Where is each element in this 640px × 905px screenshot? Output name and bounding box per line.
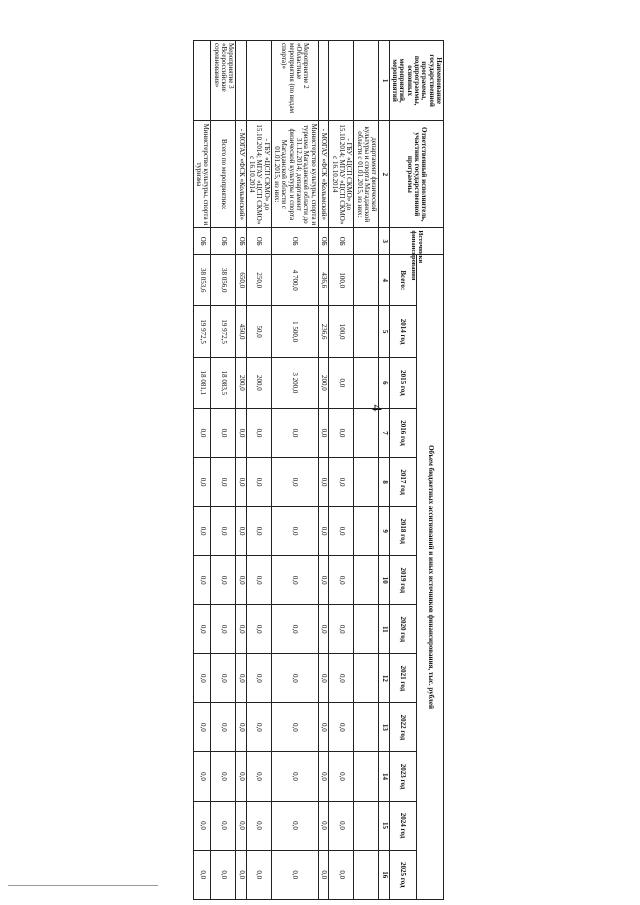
row-value-cell: 0,0 [236,654,246,703]
row-value-cell: 38 056,0 [211,255,236,306]
row-value-cell: 0,0 [246,605,271,654]
header-source: Источники финансирования [389,228,443,255]
row-value-cell: 0,0 [318,605,328,654]
header-year: 2020 год [389,605,416,654]
row-value-cell: 0,0 [329,409,354,458]
column-number-row [379,41,389,900]
row-value-cell: 19 972,5 [193,306,211,357]
column-number: 9 [379,507,389,556]
row-value-cell: 0,0 [211,850,236,899]
financing-table [193,40,444,900]
header-year: 2025 год [389,850,416,899]
row-value-cell: 0,0 [318,556,328,605]
column-number: 2 [379,121,389,228]
row-value-cell: 0,0 [193,605,211,654]
row-value-cell: 0,0 [236,409,246,458]
column-number: 7 [379,409,389,458]
row-value-cell: 200,0 [318,357,328,408]
row-value-cell [354,507,379,556]
row-value-cell: 0,0 [318,703,328,752]
row-value-cell: 0,0 [236,507,246,556]
row-value-cell: 0,0 [193,703,211,752]
row-value-cell: 0,0 [318,752,328,801]
row-name-cell: Мероприятие 2 «Областные мероприятия (по видам спорта)» [271,41,318,121]
row-responsible-cell: Министерство культуры, спорта и туризма [193,121,211,228]
row-source-cell [354,228,379,255]
row-value-cell: 0,0 [329,458,354,507]
row-value-cell: 0,0 [193,409,211,458]
row-value-cell: 0,0 [193,458,211,507]
row-value-cell: 0,0 [193,850,211,899]
row-value-cell: 0,0 [211,801,236,850]
column-number: 3 [379,228,389,255]
header-year: 2016 год [389,409,416,458]
row-value-cell [354,409,379,458]
header-year: 2024 год [389,801,416,850]
header-year: 2023 год [389,752,416,801]
column-number: 6 [379,357,389,408]
row-value-cell [354,605,379,654]
row-value-cell: 0,0 [246,458,271,507]
row-value-cell: 0,0 [271,703,318,752]
row-value-cell: 0,0 [318,850,328,899]
row-value-cell: 0,0 [211,752,236,801]
row-value-cell: 0,0 [329,654,354,703]
header-year: 2019 год [389,556,416,605]
row-responsible-cell: департамент физической культуры и спорта Магаданской области с 01.01.2015, из них: [354,121,379,228]
header-volume: Объем бюджетных ассигнований и иных источников финансирования, тыс. рублей [416,255,443,900]
row-value-cell [354,703,379,752]
row-value-cell: 0,0 [329,850,354,899]
column-number: 16 [379,850,389,899]
row-responsible-cell: - МОГАУ «ФСК «Колымский» [236,121,246,228]
header-year: 2014 год [389,306,416,357]
row-value-cell: 38 053,6 [193,255,211,306]
column-number: 4 [379,255,389,306]
row-value-cell: 0,0 [193,752,211,801]
row-value-cell: 0,0 [211,458,236,507]
row-value-cell: 0,0 [271,507,318,556]
row-responsible-cell: Всего по мероприятию: [211,121,236,228]
row-value-cell: 0,0 [246,801,271,850]
row-value-cell: 0,0 [211,605,236,654]
row-value-cell: 0,0 [329,507,354,556]
header-total: Всего: [389,255,416,306]
row-value-cell: 0,0 [318,507,328,556]
column-number: 12 [379,654,389,703]
row-value-cell [354,458,379,507]
row-value-cell: 200,0 [246,357,271,408]
row-value-cell: 0,0 [329,357,354,408]
column-number: 1 [379,41,389,121]
row-value-cell: 0,0 [246,507,271,556]
row-value-cell: 0,0 [246,703,271,752]
table-row [246,41,271,900]
row-value-cell: 0,0 [271,801,318,850]
row-value-cell: 0,0 [318,458,328,507]
row-value-cell: 0,0 [318,654,328,703]
row-name-cell [354,41,379,121]
row-responsible-cell: - ГБУ «ЦСП СКМО» до 15.10.2014; МГАУ «ЦСП СКМО» с 16.10.2014 [329,121,354,228]
header-name: Наименование государственной программы, подпрограммы, основных мероприятий, мероприятий [389,41,443,121]
row-source-cell: ОБ [329,228,354,255]
row-value-cell: 0,0 [246,752,271,801]
row-responsible-cell: Министерство культуры, спорта и туризма Магаданской области до 31.12.2014; департамент физической культуры и спорта Магаданской области с 01.01.2015, из них: [271,121,318,228]
column-number: 10 [379,556,389,605]
row-value-cell: 0,0 [318,409,328,458]
table-row [193,41,211,900]
row-value-cell: 236,6 [318,306,328,357]
row-value-cell [354,306,379,357]
row-value-cell: 1 500,0 [271,306,318,357]
table-row [236,41,246,900]
row-value-cell: 0,0 [236,556,246,605]
table-row [211,41,236,900]
row-name-cell [246,41,271,121]
row-value-cell: 0,0 [329,703,354,752]
row-source-cell: ОБ [236,228,246,255]
row-value-cell: 0,0 [236,605,246,654]
header-year: 2021 год [389,654,416,703]
row-value-cell: 100,0 [329,306,354,357]
row-value-cell: 250,0 [246,255,271,306]
row-value-cell [354,752,379,801]
row-value-cell: 0,0 [236,458,246,507]
column-number: 13 [379,703,389,752]
header-year: 2017 год [389,458,416,507]
row-responsible-cell: - ГБУ «ЦСП СКМО» до 15.10.2014; МГАУ «ЦСП СКМО» с 16.10.2014 [246,121,271,228]
row-value-cell: 0,0 [211,556,236,605]
row-source-cell: ОБ [318,228,328,255]
table-row [329,41,354,900]
row-name-cell: Мероприятие 3 «Всероссийские соревнования» [211,41,236,121]
row-value-cell: 0,0 [329,801,354,850]
row-responsible-cell: - МОГАУ «ФСК «Колымский» [318,121,328,228]
row-value-cell: 0,0 [329,556,354,605]
row-value-cell: 0,0 [271,605,318,654]
column-number: 11 [379,605,389,654]
row-name-cell [329,41,354,121]
row-value-cell: 18 083,5 [211,357,236,408]
row-value-cell: 100,0 [329,255,354,306]
row-value-cell: 3 200,0 [271,357,318,408]
row-value-cell: 0,0 [211,409,236,458]
table-body [193,41,379,900]
row-value-cell: 0,0 [236,850,246,899]
row-value-cell: 0,0 [246,409,271,458]
row-name-cell [193,41,211,121]
row-value-cell: 4 700,0 [271,255,318,306]
table-row [318,41,328,900]
row-value-cell [354,801,379,850]
row-value-cell: 0,0 [246,654,271,703]
row-value-cell: 436,6 [318,255,328,306]
row-value-cell: 650,0 [236,255,246,306]
row-value-cell: 18 081,1 [193,357,211,408]
header-year: 2015 год [389,357,416,408]
row-value-cell: 0,0 [236,801,246,850]
row-source-cell: ОБ [271,228,318,255]
row-value-cell: 50,0 [246,306,271,357]
row-value-cell: 0,0 [236,752,246,801]
row-value-cell [354,556,379,605]
header-year: 2018 год [389,507,416,556]
row-value-cell: 450,0 [236,306,246,357]
footnote-line [8,885,158,886]
row-value-cell: 0,0 [211,654,236,703]
header-responsible: Ответственный исполнитель, участник государственной программы [389,121,443,228]
row-value-cell [354,850,379,899]
row-value-cell: 19 972,5 [211,306,236,357]
row-value-cell [354,654,379,703]
column-number: 8 [379,458,389,507]
row-value-cell: 200,0 [236,357,246,408]
row-value-cell: 0,0 [318,801,328,850]
column-number: 5 [379,306,389,357]
row-value-cell: 0,0 [271,458,318,507]
financing-table-sheet [195,40,444,900]
row-value-cell: 0,0 [193,556,211,605]
row-value-cell: 0,0 [329,605,354,654]
row-source-cell: ОБ [193,228,211,255]
row-value-cell: 0,0 [246,850,271,899]
row-name-cell [318,41,328,121]
header-year: 2022 год [389,703,416,752]
row-value-cell [354,357,379,408]
row-name-cell [236,41,246,121]
row-value-cell: 0,0 [271,654,318,703]
row-value-cell: 0,0 [211,703,236,752]
row-value-cell: 0,0 [271,409,318,458]
row-value-cell [354,255,379,306]
row-source-cell: ОБ [211,228,236,255]
row-source-cell: ОБ [246,228,271,255]
table-row [354,41,379,900]
row-value-cell: 0,0 [246,556,271,605]
column-number: 15 [379,801,389,850]
row-value-cell: 0,0 [271,752,318,801]
row-value-cell: 0,0 [193,654,211,703]
row-value-cell: 0,0 [271,850,318,899]
row-value-cell: 0,0 [329,752,354,801]
row-value-cell: 0,0 [236,703,246,752]
table-row [271,41,318,900]
row-value-cell: 0,0 [211,507,236,556]
column-number: 14 [379,752,389,801]
row-value-cell: 0,0 [193,801,211,850]
row-value-cell: 0,0 [193,507,211,556]
page-number: 4 [368,404,384,412]
row-value-cell: 0,0 [271,556,318,605]
